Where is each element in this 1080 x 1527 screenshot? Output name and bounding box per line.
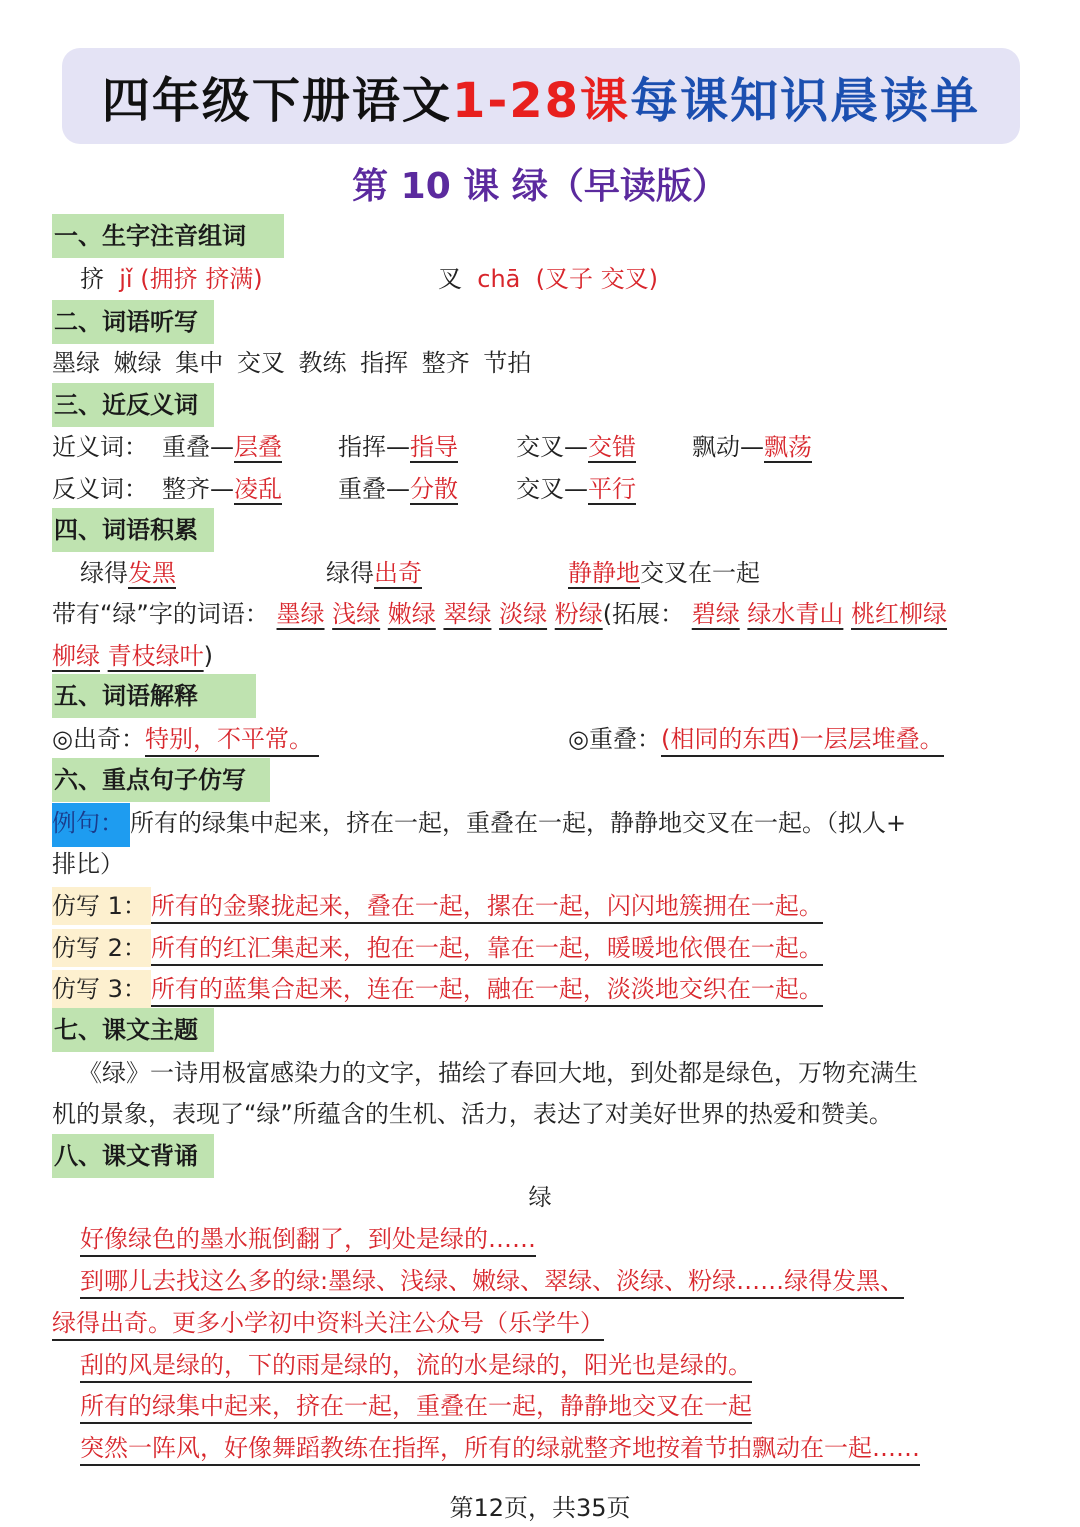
dictation-words: 墨绿 嫩绿 集中 交叉 教练 指挥 整齐 节拍: [52, 349, 532, 377]
green-word: 嫩绿: [387, 600, 436, 628]
imitation-label: 仿写 3：: [52, 970, 151, 1008]
green-word: 墨绿: [276, 600, 325, 628]
header-banner: [62, 48, 1020, 144]
section-1-item-1: [80, 262, 263, 296]
phrase-prefix: 绿得: [326, 559, 374, 587]
theme-text-1: 《绿》一诗用极富感染力的文字，描绘了春回大地，到处都是绿色，万物充满生: [78, 1059, 918, 1087]
words-1: (拥挤 挤满): [140, 265, 263, 293]
poem-line-3: [52, 1306, 604, 1340]
char-1: 挤: [80, 265, 104, 293]
pinyin-1: jǐ: [119, 265, 133, 293]
poem-line-4: [80, 1348, 752, 1382]
phrase-prefix: 绿得: [80, 559, 128, 587]
poem-line-text: 到哪儿去找这么多的绿:墨绿、浅绿、嫩绿、翠绿、淡绿、粉绿……绿得发黑、: [80, 1267, 904, 1299]
antonym-answer: 凌乱: [234, 475, 282, 503]
phrase-answer: 发黑: [128, 559, 176, 587]
phrase-answer: 出奇: [374, 559, 422, 587]
antonym-answer: 分散: [410, 475, 458, 503]
synonym-word: 指挥—: [338, 433, 410, 461]
example-sentence: [52, 806, 906, 840]
green-word: 粉绿: [554, 600, 603, 628]
phrase-answer: 静静地: [568, 559, 640, 587]
imitation-3: [52, 972, 823, 1006]
green-word: 浅绿: [332, 600, 381, 628]
words-2: (叉子 交叉): [535, 265, 659, 293]
synonym-pair-1: [162, 430, 282, 464]
poem-line-6: [80, 1431, 920, 1465]
accum-phrase-1: [80, 556, 176, 590]
section-4-heading: 四、词语积累: [52, 508, 214, 552]
section-3-heading: 三、近反义词: [52, 383, 214, 427]
synonym-word: 重叠—: [162, 433, 234, 461]
poem-line-text: 突然一阵风，好像舞蹈教练在指挥，所有的绿就整齐地按着节拍飘动在一起……: [80, 1434, 920, 1466]
imitation-label: 仿写 2：: [52, 929, 151, 967]
section-8-heading: 八、课文背诵: [52, 1134, 214, 1178]
green-word: 翠绿: [443, 600, 492, 628]
green-word: 淡绿: [499, 600, 548, 628]
poem-line-5: [80, 1389, 752, 1423]
example-label: 例句：: [52, 803, 130, 847]
header-title-part1: 四年级下册语文: [101, 72, 452, 129]
synonym-pair-4: [692, 430, 812, 464]
page-number: 第12页，共35页: [449, 1494, 631, 1522]
synonym-word: 交叉—: [516, 433, 588, 461]
poem-line-text: 刮的风是绿的，下的雨是绿的，流的水是绿的，阳光也是绿的。: [80, 1351, 752, 1383]
lesson-title: 第 10 课 绿（早读版）: [352, 166, 728, 207]
char-2: 叉: [438, 265, 462, 293]
synonym-pair-2: [338, 430, 458, 464]
poem-line-text: 好像绿色的墨水瓶倒翻了，到处是绿的……: [80, 1225, 536, 1257]
poem-title: 绿: [528, 1185, 552, 1211]
imitation-label: 仿写 1：: [52, 887, 151, 925]
antonym-word: 整齐—: [162, 475, 234, 503]
example-sentence-cont: 排比）: [52, 850, 124, 878]
green-words-line-2: [52, 639, 213, 673]
accum-phrase-2: [326, 556, 422, 590]
antonym-pair-1: [162, 472, 282, 506]
example-text: 所有的绿集中起来，挤在一起，重叠在一起，静静地交叉在一起。（拟人+: [130, 809, 907, 837]
green-words-line: [52, 597, 948, 631]
extension-word-cont: 柳绿: [52, 642, 100, 670]
extension-word: 青枝绿叶: [107, 642, 204, 670]
explanation-1: [52, 722, 319, 756]
explanation-2: [568, 722, 944, 756]
synonym-label: 近义词：: [52, 433, 148, 461]
section-1-item-2: [438, 262, 658, 296]
antonym-word: 交叉—: [516, 475, 588, 503]
antonym-word: 重叠—: [338, 475, 410, 503]
green-words-label: 带有“绿”字的词语：: [52, 600, 269, 628]
extension-word: 碧绿: [691, 600, 740, 628]
synonym-answer: 层叠: [234, 433, 282, 461]
header-title-part3: 每课知识晨读单: [630, 72, 981, 129]
imitation-1: [52, 889, 823, 923]
section-7-heading: 七、课文主题: [52, 1008, 214, 1052]
imitation-text: 所有的红汇集起来，抱在一起，靠在一起，暖暖地依偎在一起。: [151, 934, 823, 966]
theme-text-2: 机的景象，表现了“绿”所蕴含的生机、活力，表达了对美好世界的热爱和赞美。: [52, 1100, 893, 1128]
poem-line-1: [80, 1222, 536, 1256]
explanation-term: ◎出奇：: [52, 725, 145, 753]
synonym-answer: 飘荡: [764, 433, 812, 461]
poem-line-2: [80, 1264, 904, 1298]
phrase-suffix: 交叉在一起: [640, 559, 760, 587]
imitation-text: 所有的金聚拢起来，叠在一起，摞在一起，闪闪地簇拥在一起。: [151, 892, 823, 924]
antonym-label: 反义词：: [52, 475, 148, 503]
extension-word: 桃红柳绿: [851, 600, 948, 628]
extension-word: 绿水青山: [747, 600, 844, 628]
synonym-answer: 交错: [588, 433, 636, 461]
accum-phrase-3: [568, 556, 760, 590]
extension-label: (拓展：: [602, 600, 685, 628]
section-6-heading: 六、重点句子仿写: [52, 758, 270, 802]
poem-line-text: 绿得出奇。更多小学初中资料关注公众号（乐学牛）: [52, 1309, 604, 1341]
antonym-pair-2: [338, 472, 458, 506]
pinyin-2: chā: [477, 265, 521, 293]
header-title-part2: 1-28课: [451, 72, 631, 129]
section-2-heading: 二、词语听写: [52, 300, 214, 344]
poem-line-text: 所有的绿集中起来，挤在一起，重叠在一起，静静地交叉在一起: [80, 1392, 752, 1424]
explanation-text: (相同的东西)一层层堆叠。: [661, 725, 944, 757]
synonym-word: 飘动—: [692, 433, 764, 461]
extension-end: ): [203, 642, 214, 670]
imitation-text: 所有的蓝集合起来，连在一起，融在一起，淡淡地交织在一起。: [151, 975, 823, 1007]
antonym-pair-3: [516, 472, 636, 506]
synonym-answer: 指导: [410, 433, 458, 461]
synonym-pair-3: [516, 430, 636, 464]
explanation-text: 特别，不平常。: [145, 725, 319, 757]
section-1-heading: 一、生字注音组词: [52, 214, 284, 258]
imitation-2: [52, 931, 823, 965]
explanation-term: ◎重叠：: [568, 725, 661, 753]
antonym-answer: 平行: [588, 475, 636, 503]
section-5-heading: 五、词语解释: [52, 674, 256, 718]
